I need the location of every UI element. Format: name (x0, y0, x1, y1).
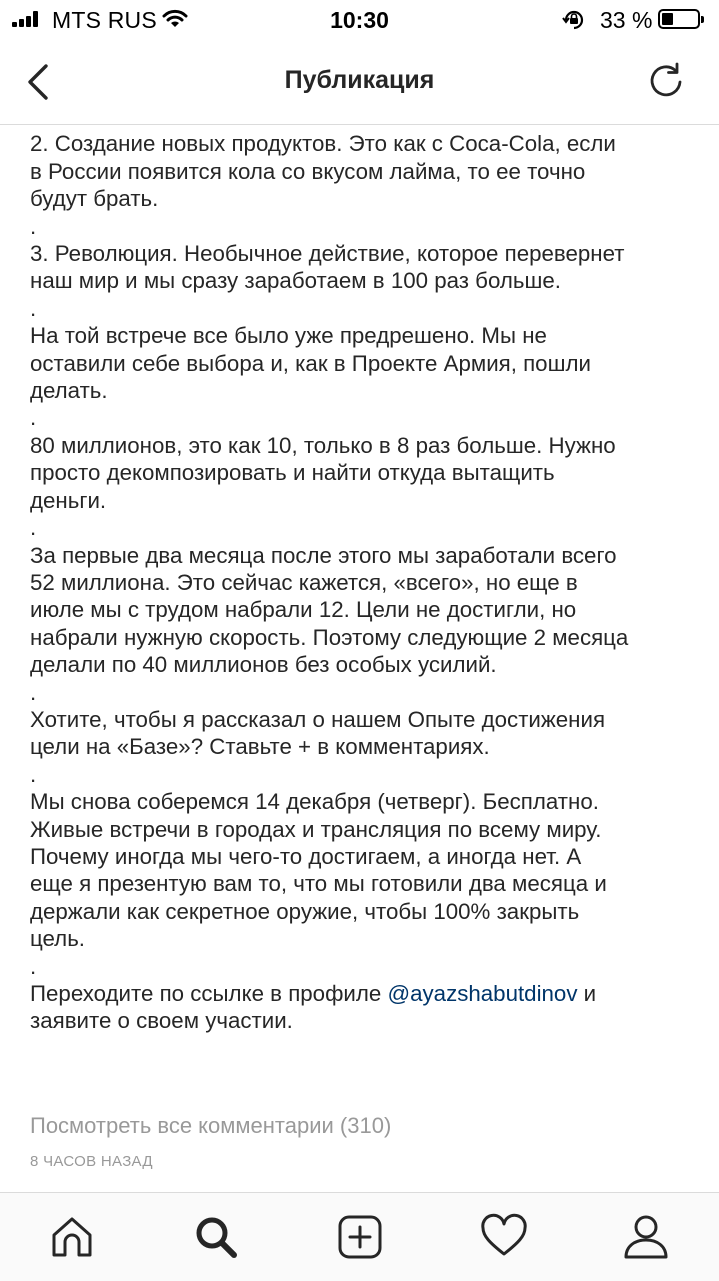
caption-separator: . (30, 679, 37, 705)
caption-final-paragraph (30, 980, 700, 1035)
battery-percentage: 33 % (600, 7, 653, 33)
post-caption (30, 103, 700, 1035)
caption-paragraph: На той встрече все было уже предрешено. Мы не оставили себе выбора и, как в Проекте Армия, пошли делать. (30, 323, 591, 404)
refresh-button[interactable] (644, 60, 688, 104)
caption-paragraph: 80 миллионов, это как 10, только в 8 раз больше. Нужно просто декомпозировать и найти откуда вытащить деньги. (30, 432, 616, 513)
bottom-tab-bar (0, 1192, 719, 1281)
activity-heart-icon (480, 1213, 528, 1261)
caption-separator: . (30, 761, 37, 787)
tab-profile[interactable] (622, 1213, 670, 1261)
tab-new-post[interactable] (336, 1213, 384, 1261)
carrier-name: MTS RUS (52, 7, 157, 33)
caption-separator: . (30, 953, 37, 979)
profile-mention-link[interactable]: @ayazshabutdinov (387, 981, 578, 1006)
caption-final-text-end: и заявите о своем участии. (30, 981, 597, 1034)
caption-paragraph: 3. Революция. Необычное действие, которое перевернет наш мир и мы сразу заработаем в 100 раз больше. (30, 241, 625, 294)
new-post-icon (336, 1213, 384, 1261)
search-icon (192, 1213, 240, 1261)
caption-paragraph: За первые два месяца после этого мы заработали всего 52 миллиона. Это сейчас кажется, «всего», но еще в июле мы с трудом набрали 12. Цели не достигли, но набрали нужную скорость. Поэтому следующие 2 месяца делали по 40 миллионов без особых усилий. (30, 542, 629, 678)
caption-separator: . (30, 405, 37, 431)
caption-paragraph: 2. Создание новых продуктов. Это как с Coca-Cola, если в России появится кола со вкусом лайма, то ее точно будут брать. (30, 131, 616, 212)
clock: 10:30 (330, 7, 389, 33)
caption-paragraph: Хотите, чтобы я рассказал о нашем Опыте достижения цели на «Базе»? Ставьте + в комментариях. (30, 706, 606, 760)
post-timestamp: 8 ЧАСОВ НАЗАД (30, 1153, 153, 1170)
view-all-comments-link[interactable]: Посмотреть все комментарии (310) (30, 1113, 392, 1138)
navigation-bar (0, 40, 719, 125)
caption-paragraph: Мы снова соберемся 14 декабря (четверг). Бесплатно. Живые встречи в городах и трансляция по всему миру. Почему иногда мы чего-то достигаем, а иногда нет. А еще я презентую вам то, что мы готовили два месяца и держали как секретное оружие, чтобы 100% закрыть цель. (30, 789, 607, 952)
page-title: Публикация (284, 66, 435, 94)
refresh-icon (644, 60, 688, 104)
profile-icon (622, 1213, 670, 1261)
caption-final-text: Переходите по ссылке в профиле (30, 981, 388, 1006)
caption-separator: . (30, 213, 37, 239)
tab-activity[interactable] (480, 1213, 528, 1261)
caption-separator: . (30, 295, 37, 321)
home-icon (48, 1213, 96, 1261)
tab-search[interactable] (192, 1213, 240, 1261)
tab-home[interactable] (48, 1213, 96, 1261)
caption-separator: . (30, 515, 37, 541)
